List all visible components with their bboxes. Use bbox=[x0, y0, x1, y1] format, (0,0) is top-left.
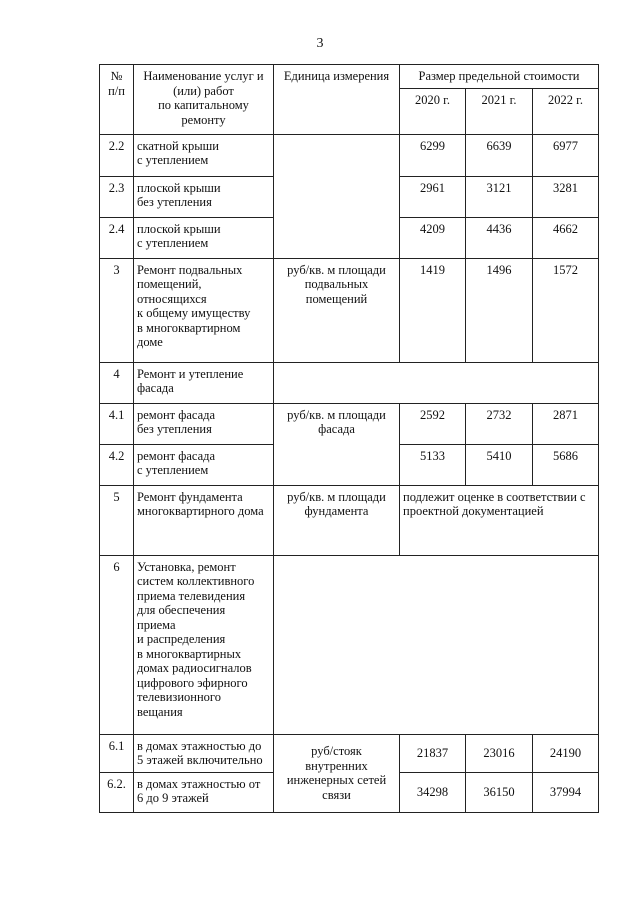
row-unit: руб/кв. м площади фундамента bbox=[274, 485, 400, 555]
row-name: в домах этажностью от 6 до 9 этажей bbox=[134, 772, 274, 812]
value-2021: 36150 bbox=[466, 772, 533, 812]
header-num: № п/п bbox=[100, 65, 134, 135]
header-cost: Размер предельной стоимости bbox=[400, 65, 599, 89]
cost-table bbox=[99, 64, 599, 813]
row-number: 2.4 bbox=[100, 217, 134, 258]
row-name: скатной крыши с утеплением bbox=[134, 134, 274, 176]
row-number: 6.1 bbox=[100, 734, 134, 772]
value-2020: 4209 bbox=[400, 217, 466, 258]
value-2020: 2592 bbox=[400, 403, 466, 444]
header-year: 2020 г. bbox=[400, 88, 466, 134]
table-row bbox=[100, 362, 599, 403]
table-row bbox=[100, 734, 599, 772]
value-2021: 1496 bbox=[466, 258, 533, 362]
value-2021: 5410 bbox=[466, 444, 533, 485]
value-2022: 1572 bbox=[533, 258, 599, 362]
row-note: подлежит оценке в соответствии с проектной документацией bbox=[400, 485, 599, 555]
row-unit bbox=[274, 134, 400, 258]
header-unit: Единица измерения bbox=[274, 65, 400, 135]
value-2022: 6977 bbox=[533, 134, 599, 176]
table-row bbox=[100, 403, 599, 444]
row-number: 6.2. bbox=[100, 772, 134, 812]
value-2022: 5686 bbox=[533, 444, 599, 485]
value-2022: 4662 bbox=[533, 217, 599, 258]
value-2020: 2961 bbox=[400, 176, 466, 217]
row-name: Установка, ремонт систем коллективного приема телевидения для обеспечения приема и распределения в многоквартирных домах радиосигналов цифрового эфирного телевизионного вещания bbox=[134, 555, 274, 734]
value-2020: 21837 bbox=[400, 734, 466, 772]
row-unit: руб/стояк внутренних инженерных сетей связи bbox=[274, 734, 400, 812]
table-row bbox=[100, 258, 599, 362]
value-2022: 37994 bbox=[533, 772, 599, 812]
row-name: плоской крыши с утеплением bbox=[134, 217, 274, 258]
header-year: 2021 г. bbox=[466, 88, 533, 134]
row-name: плоской крыши без утепления bbox=[134, 176, 274, 217]
page-number: 3 bbox=[316, 36, 324, 51]
row-name: Ремонт и утепление фасада bbox=[134, 362, 274, 403]
row-number: 6 bbox=[100, 555, 134, 734]
row-number: 3 bbox=[100, 258, 134, 362]
value-2021: 3121 bbox=[466, 176, 533, 217]
value-2021: 2732 bbox=[466, 403, 533, 444]
value-2021: 4436 bbox=[466, 217, 533, 258]
row-empty bbox=[274, 555, 599, 734]
row-name: Ремонт фундамента многоквартирного дома bbox=[134, 485, 274, 555]
header-year: 2022 г. bbox=[533, 88, 599, 134]
row-unit: руб/кв. м площади фасада bbox=[274, 403, 400, 485]
value-2021: 6639 bbox=[466, 134, 533, 176]
row-number: 2.3 bbox=[100, 176, 134, 217]
row-name: Ремонт подвальных помещений, относящихся к общему имуществу в многоквартирном доме bbox=[134, 258, 274, 362]
table-row bbox=[100, 485, 599, 555]
header-row bbox=[100, 65, 599, 89]
row-number: 4.1 bbox=[100, 403, 134, 444]
row-empty bbox=[274, 362, 599, 403]
row-number: 4 bbox=[100, 362, 134, 403]
row-number: 4.2 bbox=[100, 444, 134, 485]
row-number: 5 bbox=[100, 485, 134, 555]
value-2022: 2871 bbox=[533, 403, 599, 444]
value-2020: 1419 bbox=[400, 258, 466, 362]
row-unit: руб/кв. м площади подвальных помещений bbox=[274, 258, 400, 362]
table-row bbox=[100, 555, 599, 734]
row-name: в домах этажностью до 5 этажей включительно bbox=[134, 734, 274, 772]
row-name: ремонт фасада без утепления bbox=[134, 403, 274, 444]
table-row bbox=[100, 134, 599, 176]
row-number: 2.2 bbox=[100, 134, 134, 176]
value-2021: 23016 bbox=[466, 734, 533, 772]
value-2022: 24190 bbox=[533, 734, 599, 772]
value-2020: 34298 bbox=[400, 772, 466, 812]
value-2020: 5133 bbox=[400, 444, 466, 485]
value-2020: 6299 bbox=[400, 134, 466, 176]
header-name: Наименование услуг и (или) работ по капитальному ремонту bbox=[134, 65, 274, 135]
row-name: ремонт фасада с утеплением bbox=[134, 444, 274, 485]
value-2022: 3281 bbox=[533, 176, 599, 217]
